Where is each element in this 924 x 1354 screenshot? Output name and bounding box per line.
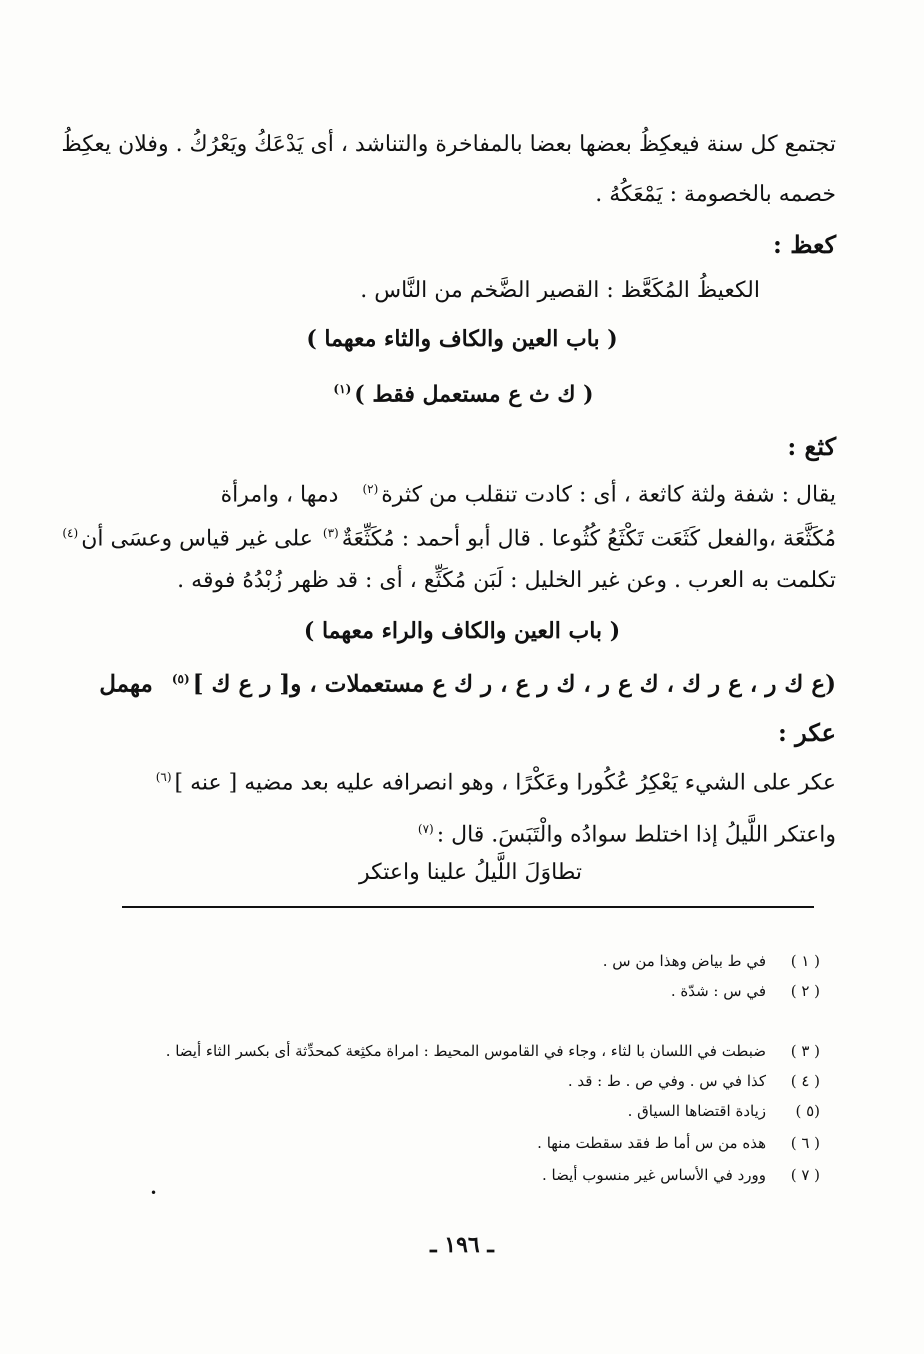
section-subtitle-2a: (ع ك ر ، ع ر ك ، ك ع ر ، ك ر ع ، ر ك ع مستعملات ، و[ ر ع ك ]: [192, 670, 836, 698]
footnote-ref-7: (٧): [417, 822, 434, 836]
footnote-1-text: في ط بياض وهذا من س .: [602, 952, 766, 970]
section-subtitle-2b: مهمل: [99, 670, 153, 698]
footnote-ref-4: (٤): [62, 526, 79, 540]
body-line-7: [153, 760, 836, 800]
entry-heading-kaaz: كعظ :: [773, 230, 836, 259]
footnote-7-number: ( ٧ ): [790, 1166, 820, 1184]
body-line-8: [415, 812, 836, 852]
footnote-2-number: ( ٢ ): [790, 982, 820, 1000]
footnote-4-text: كذا في س . وفي ص . ط : قد .: [567, 1072, 766, 1090]
section-title-1: ( باب العين والكاف والثاء معهما ): [306, 326, 618, 352]
footnote-4: [568, 1070, 820, 1092]
body-line-5a: مُكَثَّعَة ،والفعل كَثَعَت تَكْثَعُ كُثُوعا . قال أبو أحمد : مُكَثِّعَةٌ: [341, 526, 836, 552]
footnote-3: [166, 1040, 820, 1062]
body-line-5b: على غير قياس وعسَى أن: [81, 526, 313, 552]
footnote-3-text: ضبطت في اللسان با لثاء ، وجاء في القاموس المحيط : امراة مكثِعة كمحدِّثة أى بكسر الثاء أيضا .: [165, 1042, 766, 1060]
body-line-4a: يقال : شفة ولثة كاثعة ، أى : كادت تنقلب من كثرة: [381, 482, 836, 508]
section-subtitle-2: [99, 662, 836, 702]
footnote-6-text: هذه من س أما ط فقد سقطت منها .: [537, 1134, 766, 1152]
section-subtitle-1-text: ( ك ث ع مستعمل فقط ): [354, 381, 594, 408]
footnote-ref-6: (٦): [155, 770, 172, 784]
footnote-5-number: (٥ ): [795, 1102, 820, 1120]
footnote-4-number: ( ٤ ): [790, 1072, 820, 1090]
body-line-1: تجتمع كل سنة فيعكِظُ بعضها بعضا بالمفاخرة والتناشد ، أى يَدْعَكُ ويَعْرُكُ . وفلان يعكِظُ: [61, 132, 836, 157]
section-subtitle-1: [0, 372, 924, 411]
section-title-2: ( باب العين والكاف والراء معهما ): [303, 618, 621, 644]
verse-line: تطاوَلَ اللَّيلُ علينا واعتكر: [358, 860, 582, 885]
footnote-separator: [122, 906, 814, 908]
footnote-ref-5: (٥): [171, 672, 190, 686]
body-line-4b: دمها ، وامرأة: [220, 482, 339, 508]
body-line-3: الكعيظُ المُكَعَّظ : القصير الضَّخم من النَّاس .: [360, 278, 760, 303]
footnote-6-number: ( ٦ ): [790, 1134, 820, 1152]
footnote-1: [603, 950, 820, 972]
body-line-4: [221, 472, 836, 512]
body-line-7a: عكر على الشيء يَعْكِرُ عُكُورا وعَكْرًا ، وهو انصرافه عليه بعد مضيه [ عنه ]: [174, 770, 836, 796]
footnote-2: [671, 980, 820, 1002]
body-line-5: [59, 516, 836, 556]
body-line-8a: واعتكر اللَّيلُ إذا اختلط سوادُه والْتَبَسَ. قال :: [436, 822, 836, 848]
footnote-3-number: ( ٣ ): [790, 1042, 820, 1060]
entry-heading-akar: عكر :: [777, 718, 836, 747]
body-line-6: تكلمت به العرب . وعن غير الخليل : لَبَن مُكَثِّع ، أى : قد ظهر زُبْدُهُ فوقه .: [177, 568, 836, 593]
footnote-7-text: وورد في الأساس غير منسوب أيضا .: [541, 1166, 766, 1184]
footnote-1-number: ( ١ ): [790, 952, 820, 970]
body-line-2: خصمه بالخصومة : يَمْعَكُهُ .: [595, 182, 836, 207]
ink-speck: •: [150, 1186, 158, 1200]
footnote-6: [537, 1132, 820, 1154]
footnote-2-text: في س : شدّة .: [670, 982, 766, 1000]
footnote-5-text: زيادة اقتضاها السياق .: [627, 1102, 766, 1120]
entry-heading-kathaa: كثع :: [787, 432, 836, 461]
footnote-5: [628, 1100, 820, 1122]
footnote-ref-2: (٢): [362, 482, 379, 496]
footnote-ref-1: (١): [333, 382, 352, 396]
footnote-ref-3: (٣): [322, 526, 339, 540]
footnote-7: [542, 1164, 820, 1186]
page-number: ـ ١٩٦ ـ: [430, 1232, 494, 1258]
